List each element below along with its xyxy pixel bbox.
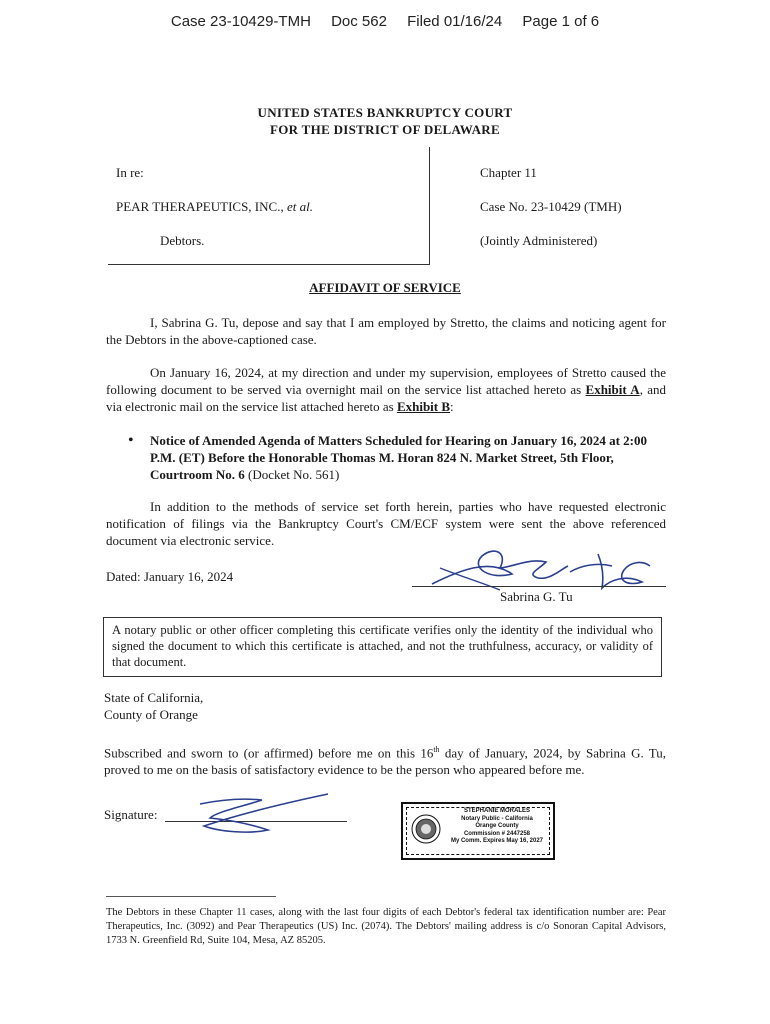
- caption-divider-horizontal: [108, 264, 430, 265]
- paragraph-declarant: I, Sabrina G. Tu, depose and say that I am employed by Stretto, the claims and noticing agent for the Debtors in the above-captioned case.: [106, 315, 666, 347]
- filing-header: [0, 13, 770, 30]
- jurat-text-after: day of January, 2024, by Sabrina G. Tu, proved to me on the basis of satisfactory evidence to be the person who appeared before me.: [104, 745, 667, 778]
- court-name-line1: UNITED STATES BANKRUPTCY COURT: [257, 105, 513, 120]
- docket-reference: (Docket No. 561): [244, 467, 340, 482]
- service-text-c: :: [450, 399, 454, 414]
- doc-number-header: Doc 562: [331, 13, 387, 30]
- page-number-header: Page 1 of 6: [522, 13, 600, 30]
- debtors-label: Debtors.: [160, 233, 205, 248]
- served-document-title: Notice of Amended Agenda of Matters Scheduled for Hearing on January 16, 2024 at 2:00 P.M. (ET) Before the Honorable Thomas M. Horan 824 N. Market Street, 5th Floor, Courtroom No. 6: [150, 433, 647, 482]
- dated-line: Dated: January 16, 2024: [106, 569, 234, 584]
- notary-signature-image: [190, 790, 340, 836]
- signature-label: Signature:: [104, 807, 158, 822]
- debtor-name-text: PEAR THERAPEUTICS, INC.,: [116, 199, 284, 214]
- exhibit-a-link: Exhibit A: [585, 382, 640, 397]
- affiant-name: Sabrina G. Tu: [500, 589, 573, 604]
- bullet-marker: •: [128, 432, 134, 449]
- filed-date-header: Filed 01/16/24: [407, 13, 503, 30]
- chapter-label: Chapter 11: [480, 165, 537, 180]
- notary-expiry: My Comm. Expires May 16, 2027: [450, 838, 544, 844]
- court-heading: [0, 104, 770, 138]
- notary-stamp-text: [443, 808, 551, 846]
- footnote-rule: [106, 896, 276, 897]
- court-name-line2: FOR THE DISTRICT OF DELAWARE: [270, 122, 500, 137]
- notary-title: Notary Public - California: [461, 815, 533, 822]
- jurat-text-before: Subscribed and sworn to (or affirmed) before me on this 16: [104, 745, 434, 761]
- exhibit-b-link: Exhibit B: [396, 399, 451, 414]
- venue-county: County of Orange: [104, 707, 198, 722]
- notary-county: Orange County: [475, 823, 519, 829]
- venue-state: State of California,: [104, 690, 204, 705]
- notary-commission: Commission # 2447258: [463, 830, 531, 837]
- case-number: Case No. 23-10429 (TMH): [480, 199, 622, 214]
- paragraph-ecf: In addition to the methods of service set forth herein, parties who have requested electronic notification of filings via the Bankruptcy Court's CM/ECF system were sent the above referenced document via electronic service.: [106, 499, 666, 548]
- affiant-signature-image: [420, 540, 670, 592]
- footnote: The Debtors in these Chapter 11 cases, along with the last four digits of each Debtor's federal tax identification number are: Pear Therapeutics, Inc. (3092) and Pear Therapeutics (US) Inc. (2074). The Debtors' mailing address is c/o Sonoran Capital Advisors, 1733 N. Greenfield Rd, Suite 104, Mesa, AZ 85205.: [106, 907, 666, 946]
- debtor-name: [116, 199, 313, 215]
- notary-notice-box: A notary public or other officer completing this certificate verifies only the identity of the individual who signed the document to which this certificate is attached, and not the truthfulness, accuracy, or validity of that document.: [103, 617, 662, 677]
- jointly-administered: (Jointly Administered): [480, 233, 598, 248]
- notary-name: STEPHANIE MORALES: [463, 808, 530, 814]
- et-al-text: et al.: [286, 199, 313, 214]
- caption-left: [116, 165, 313, 249]
- affiant-signature-line: [412, 586, 666, 587]
- document-title: AFFIDAVIT OF SERVICE: [309, 280, 461, 295]
- caption-divider-vertical: [429, 147, 430, 265]
- california-seal-icon: [411, 814, 441, 844]
- served-document-item: [150, 432, 666, 483]
- jurat-paragraph: [104, 741, 666, 778]
- venue: [104, 689, 203, 723]
- paragraph-service: [106, 364, 666, 415]
- in-re-label: In re:: [116, 165, 144, 180]
- service-text-b: , and via electronic mail on the service list attached hereto as: [106, 382, 666, 414]
- notary-stamp: [401, 802, 555, 860]
- jurat-ordinal: th: [433, 745, 440, 754]
- caption-right: [480, 165, 622, 249]
- service-text-a: On January 16, 2024, at my direction and under my supervision, employees of Stretto caused the following document to be served via overnight mail on the service list attached hereto as: [106, 365, 666, 397]
- case-number-header: Case 23-10429-TMH: [170, 13, 311, 30]
